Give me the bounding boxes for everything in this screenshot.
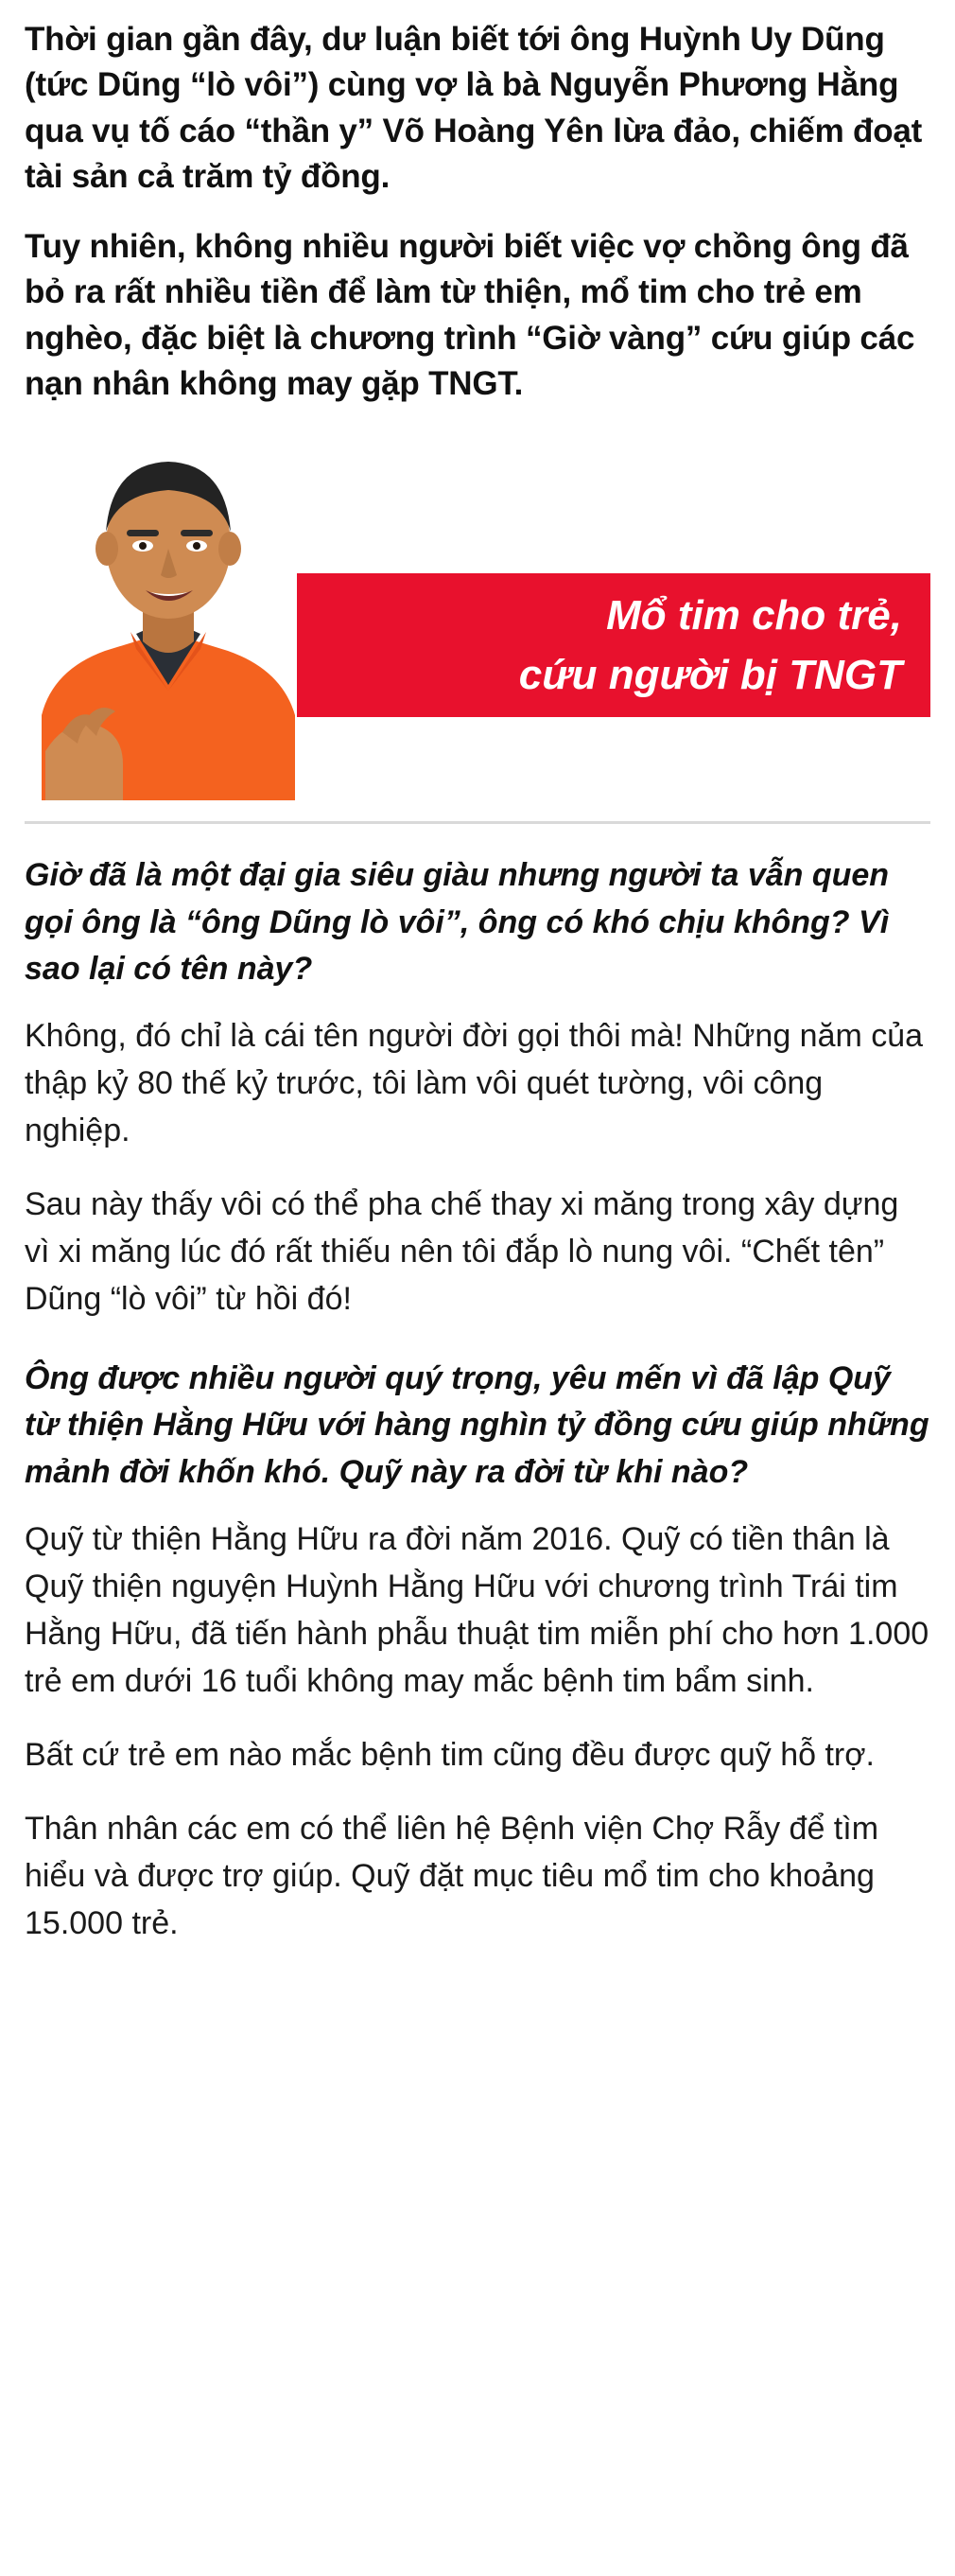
headline-banner xyxy=(297,573,930,717)
banner-line-2: cứu người bị TNGT xyxy=(518,651,902,698)
intro-paragraph-1: Thời gian gần đây, dư luận biết tới ông Huỳnh Uy Dũng (tức Dũng “lò vôi”) cùng vợ là bà Nguyễn Phương Hằng qua vụ tố cáo “thần y” Võ Hoàng Yên lừa đảo, chiếm đoạt tài sản cả trăm tỷ đồng. xyxy=(25,21,923,195)
answer-1-paragraph-1: Không, đó chỉ là cái tên người đời gọi thôi mà! Những năm của thập kỷ 80 thế kỷ trước, tôi làm vôi quét tường, vôi công nghiệp. xyxy=(25,1018,924,1149)
interview-body xyxy=(25,852,930,1947)
question-2: Ông được nhiều người quý trọng, yêu mến vì đã lập Quỹ từ thiện Hằng Hữu với hàng nghìn tỷ đồng cứu giúp những mảnh đời khốn khó. Quỹ này ra đời từ khi nào? xyxy=(25,1360,929,1490)
banner-line-1: Mổ tim cho trẻ, xyxy=(606,592,902,640)
intro-paragraph-2: Tuy nhiên, không nhiều người biết việc vợ chồng ông đã bỏ ra rất nhiều tiền để làm từ thiện, mổ tim cho trẻ em nghèo, đặc biệt là chương trình “Giờ vàng” cứu giúp các nạn nhân không may gặp TNGT. xyxy=(25,228,915,403)
question-1: Giờ đã là một đại gia siêu giàu nhưng người ta vẫn quen gọi ông là “ông Dũng lò vôi”, ông có khó chịu không? Vì sao lại có tên này? xyxy=(25,857,890,987)
answer-1-paragraph-2: Sau này thấy vôi có thể pha chế thay xi măng trong xây dựng vì xi măng lúc đó rất thiếu nên tôi đắp lò nung vôi. “Chết tên” Dũng “lò vôi” từ hồi đó! xyxy=(25,1186,899,1318)
section-divider xyxy=(25,821,930,824)
photo-banner-block xyxy=(25,431,930,800)
answer-2-paragraph-3: Thân nhân các em có thể liên hệ Bệnh viện Chợ Rẫy để tìm hiểu và được trợ giúp. Quỹ đặt mục tiêu mổ tim cho khoảng 15.000 trẻ. xyxy=(25,1810,879,1941)
article-intro xyxy=(25,17,930,407)
answer-2-paragraph-1: Quỹ từ thiện Hằng Hữu ra đời năm 2016. Quỹ có tiền thân là Quỹ thiện nguyện Huỳnh Hằng Hữu với chương trình Trái tim Hằng Hữu, đã tiến hành phẫu thuật tim miễn phí cho hơn 1.000 trẻ em dưới 16 tuổi không may mắc bệnh tim bẩm sinh. xyxy=(25,1520,929,1699)
answer-2-paragraph-2: Bất cứ trẻ em nào mắc bệnh tim cũng đều được quỹ hỗ trợ. xyxy=(25,1736,875,1773)
